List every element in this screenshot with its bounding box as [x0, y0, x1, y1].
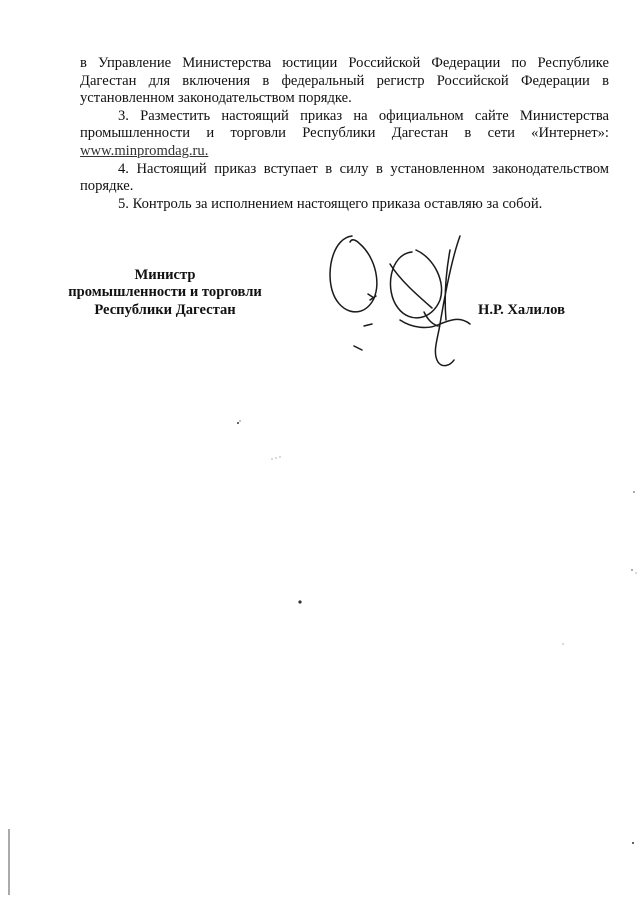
paragraph-publication [80, 108, 609, 161]
signer-title [55, 267, 275, 319]
handwritten-signature [320, 228, 480, 373]
document-body [80, 55, 609, 213]
paragraph-registration: в Управление Министерства юстиции Российской Федерации по Республике Дагестан для включения в федеральный регистр Российской Федерации в установленном законодательством порядке. [80, 55, 609, 107]
paragraph-publication-text: 3. Разместить настоящий приказ на официальном сайте Министерства промышленности и торговли Республики Дагестан в сети «Интернет»: [80, 107, 609, 142]
signer-title-line-3: Республики Дагестан [94, 301, 236, 318]
paragraph-control: 5. Контроль за исполнением настоящего приказа оставляю за собой. [118, 195, 543, 212]
paragraph-effect: 4. Настоящий приказ вступает в силу в установленном законодательством порядке. [80, 160, 609, 195]
website-link[interactable]: www.minpromdag.ru. [80, 142, 209, 159]
signer-name: Н.Р. Халилов [478, 302, 565, 318]
signer-title-line-2: промышленности и торговли [68, 284, 262, 301]
signer-title-line-1: Министр [134, 267, 196, 283]
